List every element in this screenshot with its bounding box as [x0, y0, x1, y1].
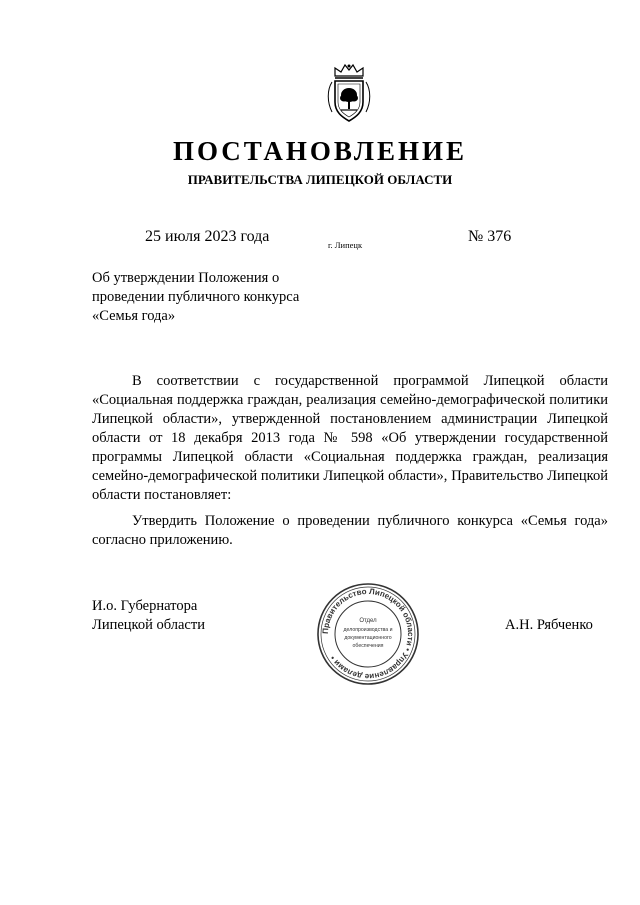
stamp-inner-line: Отдел: [359, 618, 377, 624]
document-date: 25 июля 2023 года: [145, 228, 270, 245]
body-paragraph-resolution: Утвердить Положение о проведении публичного конкурса «Семья года» согласно приложению.: [92, 513, 608, 548]
signatory-position-line: Липецкой области: [92, 617, 205, 633]
issuing-authority: ПРАВИТЕЛЬСТВА ЛИПЕЦКОЙ ОБЛАСТИ: [187, 172, 453, 187]
stamp-inner-line: документационного: [344, 635, 392, 641]
body-paragraph-preamble: В соответствии с государственной программой Липецкой области «Социальная поддержка граждан, реализация семейно-демографической политики Липецкой области», утвержденной постановлением администрации Липецкой области от 18 декабря 2013 года № 598 «Об утверждении государственной программы Липецкой области «Социальная поддержка граждан, реализация семейно-демографической политики Липецкой области», Правительство Липецкой области постановляет:: [92, 373, 608, 503]
document-number: № 376: [468, 228, 512, 245]
stamp-ring-text: Правительство Липецкой области • Управление делами •: [320, 586, 416, 682]
signatory-position-line: И.о. Губернатора: [92, 598, 198, 614]
stamp-seal-icon: [316, 582, 420, 686]
document-subject: [92, 269, 352, 326]
coat-of-arms-icon: [326, 62, 372, 124]
official-stamp: [316, 582, 420, 686]
signatory-position: [92, 597, 205, 635]
subject-line: «Семья года»: [92, 308, 176, 324]
coat-of-arms-emblem: [326, 62, 372, 124]
subject-line: проведении публичного конкурса: [92, 289, 300, 305]
subject-line: Об утверждении Положения о: [92, 270, 280, 286]
stamp-inner-line: делопроизводства и: [343, 627, 393, 633]
stamp-inner-line: обеспечения: [352, 643, 384, 649]
document-title: ПОСТАНОВЛЕНИЕ: [172, 136, 468, 166]
signatory-name: А.Н. Рябченко: [505, 617, 593, 633]
document-city: г. Липецк: [328, 240, 363, 250]
